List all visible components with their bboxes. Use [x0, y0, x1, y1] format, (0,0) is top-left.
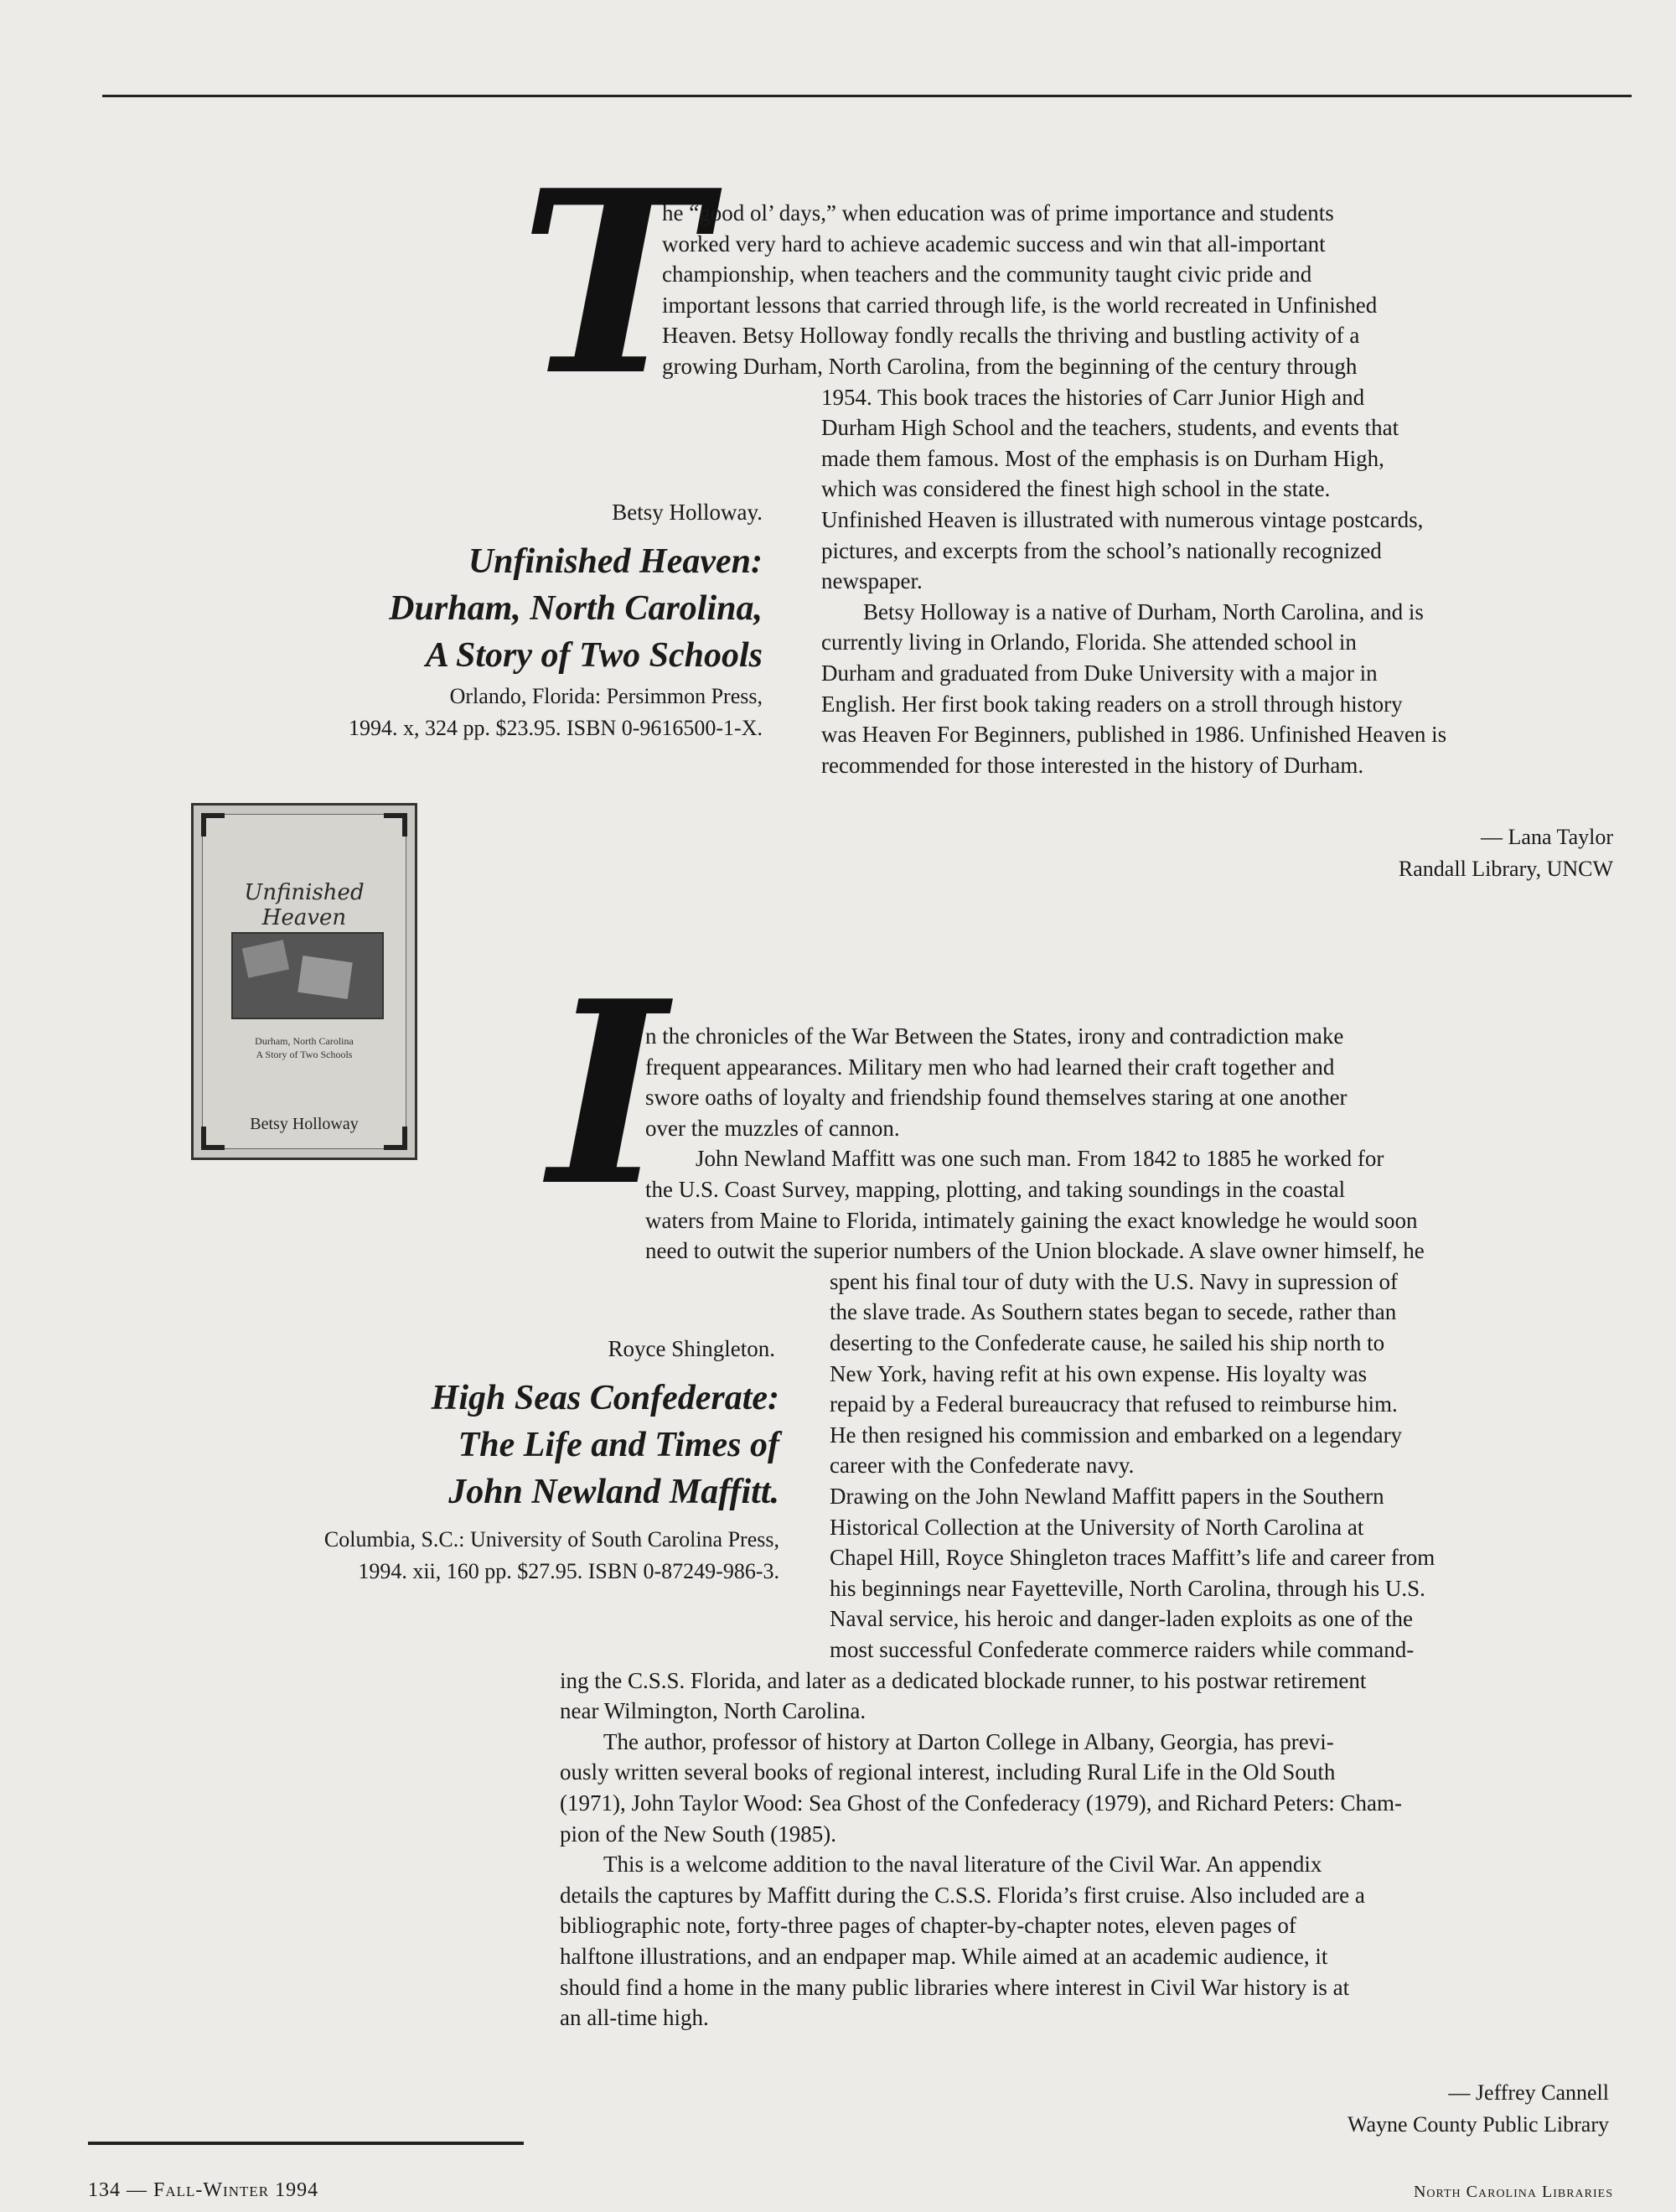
- review1-title: [210, 538, 763, 679]
- review1-title-line: Durham, North Carolina,: [389, 589, 763, 628]
- review2-body-line: should find a home in the many public libraries where interest in Civil War history is at: [560, 1974, 1350, 2000]
- review2-body-line: New York, having refit at his own expense. His loyalty was: [830, 1360, 1368, 1386]
- review1-body-line: Unfinished Heaven is illustrated with numerous vintage postcards,: [821, 507, 1424, 532]
- review1-affiliation: Randall Library, UNCW: [1398, 857, 1613, 881]
- review2-body-line: ing the C.S.S. Florida, and later as a dedicated blockade runner, to his postwar retirement: [560, 1667, 1367, 1693]
- review1-reviewer: — Lana Taylor: [1481, 825, 1613, 849]
- review1-body-line: was Heaven For Beginners, published in 1986. Unfinished Heaven is: [821, 722, 1447, 748]
- review1-body-line: recommended for those interested in the history of Durham.: [821, 752, 1364, 778]
- review1-body-line: he “good ol’ days,” when education was of prime importance and students: [662, 200, 1334, 225]
- cover-photo: [231, 932, 384, 1019]
- cover-author: Betsy Holloway: [250, 1115, 359, 1133]
- review2-body-line: ously written several books of regional interest, including Rural Life in the Old South: [560, 1759, 1336, 1785]
- review2-body-line: career with the Confederate navy.: [830, 1453, 1135, 1479]
- review2-body-line: the U.S. Coast Survey, mapping, plotting, and taking soundings in the coastal: [645, 1177, 1346, 1202]
- review2-title-line: The Life and Times of: [458, 1426, 779, 1464]
- review2-body-line: Drawing on the John Newland Maffitt papers in the Southern: [830, 1484, 1384, 1509]
- review1-body-line: championship, when teachers and the community taught civic pride and: [662, 262, 1312, 288]
- review2-body-line: an all-time high.: [560, 2005, 709, 2031]
- review2-body-line: He then resigned his commission and embarked on a legendary: [830, 1422, 1403, 1448]
- review2-publication: [126, 1524, 779, 1588]
- review2-body-line: details the captures by Maffitt during the C.S.S. Florida’s first cruise. Also included are a: [560, 1882, 1365, 1908]
- review2-body-line: repaid by a Federal bureaucracy that refused to reimburse him.: [830, 1391, 1398, 1417]
- review2-pub-line: Columbia, S.C.: University of South Carolina Press,: [323, 1527, 779, 1552]
- review1-title-line: A Story of Two Schools: [425, 636, 763, 675]
- review1-body-line: English. Her first book taking readers on a stroll through history: [821, 691, 1403, 717]
- review1-publication: [168, 681, 763, 744]
- review2-body-line: need to outwit the superior numbers of the Union blockade. A slave owner himself, he: [645, 1238, 1425, 1264]
- review1-body-line: Durham High School and the teachers, students, and events that: [821, 415, 1399, 441]
- cover-subtitle: [203, 1034, 406, 1061]
- review2-pub-line: 1994. xii, 160 pp. $27.95. ISBN 0-87249-986-3.: [358, 1559, 779, 1583]
- book-cover-image: [191, 803, 417, 1160]
- cover-title: Unfinished Heaven: [244, 880, 365, 930]
- review1-pub-line: 1994. x, 324 pp. $23.95. ISBN 0-9616500-1-X.: [349, 716, 763, 740]
- review2-body-line: Historical Collection at the University of North Carolina at: [830, 1514, 1364, 1540]
- review2-body-line: halftone illustrations, and an endpaper map. While aimed at an academic audience, it: [560, 1944, 1328, 1969]
- footer-publication: North Carolina Libraries: [1413, 2183, 1613, 2201]
- review2-author: Royce Shingleton.: [608, 1336, 775, 1361]
- review2-body-line: frequent appearances. Military men who had learned their craft together and: [645, 1054, 1335, 1080]
- review1-body-line: Durham and graduated from Duke University with a major in: [821, 660, 1378, 686]
- review2-reviewer: — Jeffrey Cannell: [1448, 2080, 1609, 2105]
- review1-signature: [1257, 821, 1613, 885]
- review2-body-line: most successful Confederate commerce raiders while command-: [830, 1637, 1415, 1662]
- review2-body-line: spent his final tour of duty with the U.S. Navy in supression of: [830, 1268, 1398, 1294]
- review1-body-line: pictures, and excerpts from the school’s nationally recognized: [821, 537, 1382, 563]
- review2-body-line: pion of the New South (1985).: [560, 1821, 836, 1847]
- review2-body-line: deserting to the Confederate cause, he sailed his ship north to: [830, 1330, 1385, 1355]
- bottom-rule: [88, 2142, 524, 2145]
- review1-title-line: Unfinished Heaven:: [468, 542, 763, 581]
- review2-body-line: his beginnings near Fayetteville, North Carolina, through his U.S.: [830, 1575, 1425, 1601]
- review1-body-line: worked very hard to achieve academic success and win that all-important: [662, 231, 1326, 256]
- review2-body-line: near Wilmington, North Carolina.: [560, 1698, 866, 1724]
- review2-body-line: The author, professor of history at Darton College in Albany, Georgia, has previ-: [603, 1728, 1334, 1754]
- review1-body-line: 1954. This book traces the histories of Carr Junior High and: [821, 384, 1365, 410]
- review2-body-line: bibliographic note, forty-three pages of chapter-by-chapter notes, eleven pages of: [560, 1913, 1296, 1939]
- cover-subtitle-line: Durham, North Carolina: [255, 1035, 354, 1047]
- review2-body-line: waters from Maine to Florida, intimately gaining the exact knowledge he would soon: [645, 1207, 1418, 1233]
- review1-body-line: growing Durham, North Carolina, from the beginning of the century through: [662, 354, 1358, 379]
- review2-body-line: John Newland Maffitt was one such man. From 1842 to 1885 he worked for: [696, 1146, 1384, 1172]
- review1-body-line: currently living in Orlando, Florida. She attended school in: [821, 629, 1357, 655]
- review2-body-line: over the muzzles of cannon.: [645, 1115, 900, 1141]
- review2-body-line: Chapel Hill, Royce Shingleton traces Maffitt’s life and career from: [830, 1545, 1435, 1571]
- review1-body-line: newspaper.: [821, 568, 923, 594]
- review2-drop-cap: I: [549, 945, 667, 1241]
- review1-author: Betsy Holloway.: [612, 500, 763, 525]
- review2-body-line: Naval service, his heroic and danger-laden exploits as one of the: [830, 1606, 1413, 1632]
- review2-body-line: n the chronicles of the War Between the States, irony and contradiction make: [645, 1023, 1344, 1049]
- review2-title: [210, 1375, 779, 1515]
- review1-pub-line: Orlando, Florida: Persimmon Press,: [449, 684, 763, 708]
- review2-body-line: the slave trade. As Southern states began to secede, rather than: [830, 1299, 1397, 1325]
- cover-subtitle-line: A Story of Two Schools: [256, 1049, 353, 1060]
- review2-title-line: John Newland Maffitt.: [448, 1473, 779, 1511]
- review2-affiliation: Wayne County Public Library: [1347, 2112, 1609, 2137]
- footer-page-number: 134 — Fall-Winter 1994: [88, 2179, 319, 2201]
- review2-signature: [1257, 2077, 1609, 2141]
- review1-body-line: important lessons that carried through life, is the world recreated in Unfinished: [662, 292, 1378, 318]
- review2-title-line: High Seas Confederate:: [431, 1379, 779, 1417]
- top-rule: [102, 95, 1632, 97]
- review1-drop-cap: T: [520, 135, 707, 431]
- review2-body-line: This is a welcome addition to the naval literature of the Civil War. An appendix: [603, 1852, 1322, 1878]
- review2-body-line: swore oaths of loyalty and friendship found themselves staring at one another: [645, 1085, 1348, 1111]
- review1-body-line: which was considered the finest high school in the state.: [821, 476, 1331, 502]
- review1-body-line: made them famous. Most of the emphasis is on Durham High,: [821, 445, 1384, 471]
- review2-body-line: (1971), John Taylor Wood: Sea Ghost of the Confederacy (1979), and Richard Peters: Cham-: [560, 1790, 1402, 1816]
- review1-body-line: Heaven. Betsy Holloway fondly recalls the thriving and bustling activity of a: [662, 323, 1360, 349]
- review1-body-line: Betsy Holloway is a native of Durham, North Carolina, and is: [863, 598, 1424, 624]
